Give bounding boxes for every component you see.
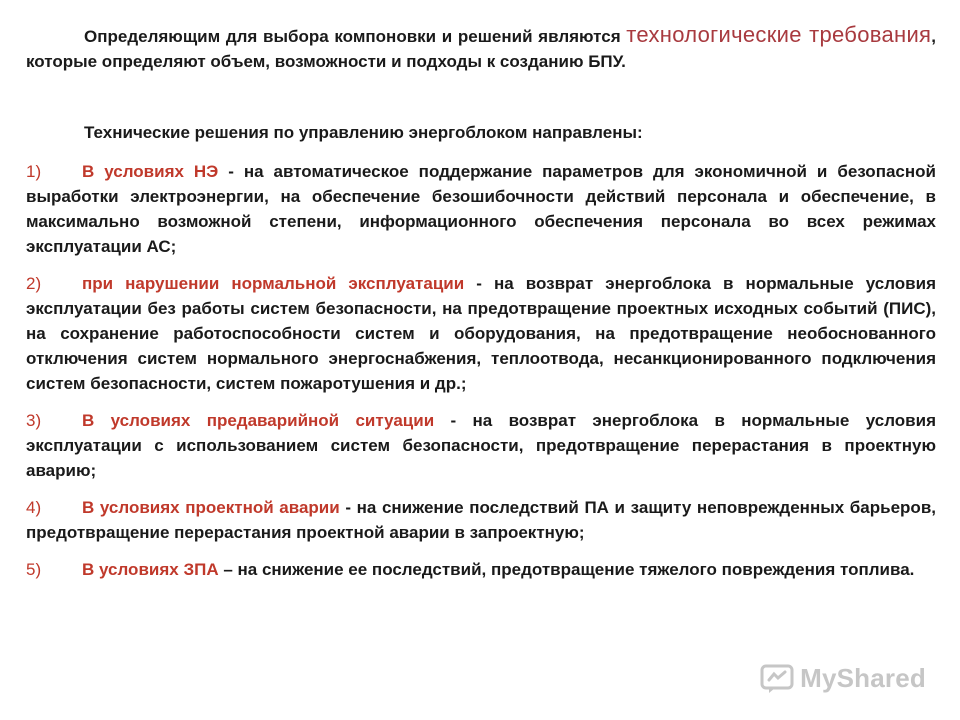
slide xyxy=(26,22,936,582)
item-text: - на возврат энергоблока в нормальные условия эксплуатации без работы систем безопасности, на предотвращение проектных исходных событий (ПИС), на сохранение работоспособности систем и оборудования, на предотвращение необоснованного отключения систем нормального энергоснабжения, теплоотвода, несанкционированного подключения систем безопасности, систем пожаротушения и др.; xyxy=(26,274,936,393)
intro-highlight: технологические требования xyxy=(626,22,932,47)
item-number: 3) xyxy=(26,411,42,430)
item-condition: В условиях ЗПА xyxy=(82,560,219,579)
item-condition: В условиях проектной аварии xyxy=(82,498,340,517)
list-item xyxy=(26,159,936,259)
items-list xyxy=(26,159,936,582)
item-text: - на автоматическое поддержание параметров для экономичной и безопасной выработки электроэнергии, на обеспечение безошибочности действий персонала и обеспечение, в максимально возможной степени, информационного обеспечения персонала во всех режимах эксплуатации АС; xyxy=(26,162,936,256)
intro-paragraph xyxy=(26,22,936,74)
myshared-logo-icon xyxy=(760,664,794,694)
item-number: 5) xyxy=(26,560,42,579)
item-number: 2) xyxy=(26,274,42,293)
watermark-text: MyShared xyxy=(800,663,926,693)
list-item xyxy=(26,271,936,396)
intro-part1: Определяющим для выбора компоновки и решений являются xyxy=(84,27,627,46)
list-item xyxy=(26,557,936,582)
item-text: – на снижение ее последствий, предотвращение тяжелого повреждения топлива. xyxy=(218,560,915,579)
lead-paragraph: Технические решения по управлению энергоблоком направлены: xyxy=(84,123,643,142)
item-number: 1) xyxy=(26,162,42,181)
list-item xyxy=(26,408,936,483)
list-item xyxy=(26,495,936,545)
watermark-logo[interactable] xyxy=(760,663,926,694)
intro-part2: , которые определяют объем, возможности и подходы к созданию БПУ. xyxy=(26,27,936,71)
item-text: - на снижение последствий ПА и защиту неповрежденных барьеров, предотвращение перерастания проектной аварии в запроектную; xyxy=(26,498,936,542)
item-number: 4) xyxy=(26,498,42,517)
item-condition: при нарушении нормальной эксплуатации xyxy=(82,274,465,293)
item-condition: В условиях предаварийной ситуации xyxy=(82,411,435,430)
item-text: - на возврат энергоблока в нормальные условия эксплуатации с использованием систем безопасности, предотвращение перерастания в проектную аварию; xyxy=(26,411,936,480)
item-condition: В условиях НЭ xyxy=(82,162,219,181)
